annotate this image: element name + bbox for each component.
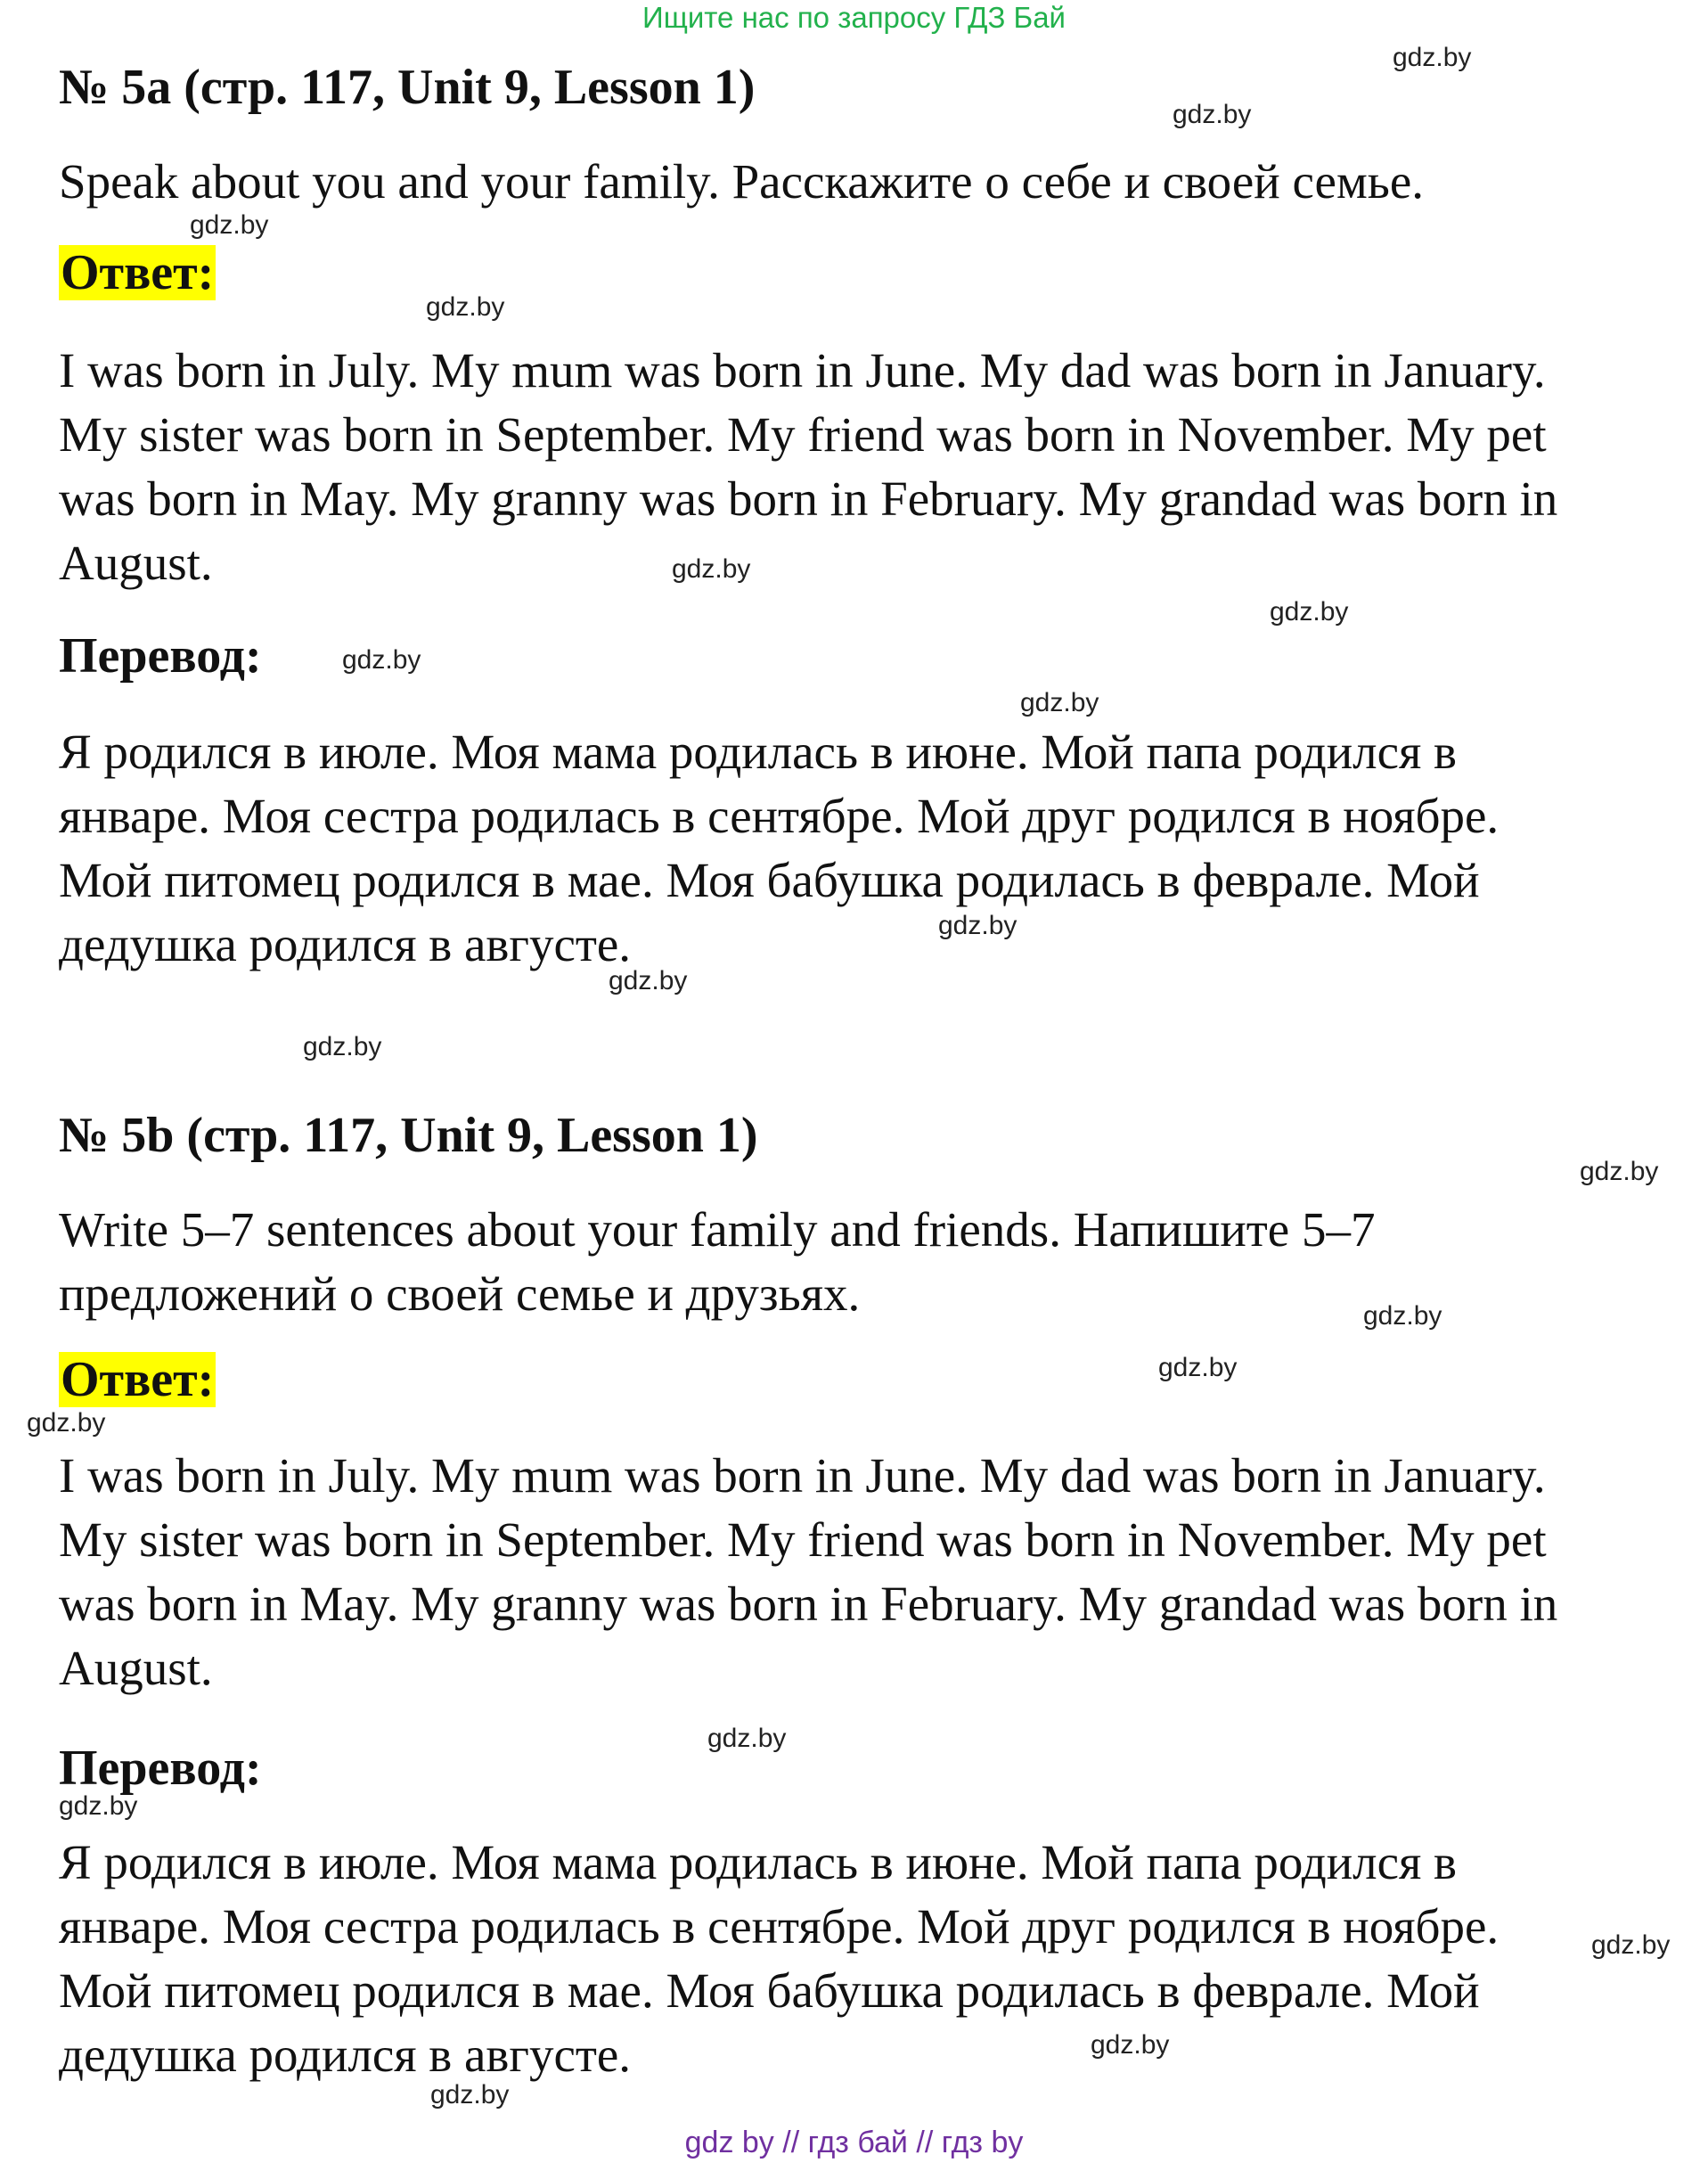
watermark: gdz.by [1270,597,1349,627]
watermark: gdz.by [430,2080,510,2110]
translation-line: дедушка родился в августе. [59,917,632,971]
watermark: gdz.by [27,1408,106,1438]
footer-links[interactable]: gdz by // гдз бай // гдз by [684,2126,1024,2159]
answer-line: I was born in July. My mum was born in June. My dad was born in January. [59,343,1546,397]
watermark: gdz.by [672,554,751,584]
watermark: gdz.by [1158,1353,1238,1382]
translation-line: Я родился в июле. Моя мама родилась в июне. Мой папа родился в [59,1835,1458,1889]
task-5b-answer-label [59,1351,216,1408]
task-5a-translation-label: Перевод: [59,628,262,684]
task-5b-translation-label: Перевод: [59,1741,262,1796]
task-5b-heading: № 5b (стр. 117, Unit 9, Lesson 1) [59,1108,758,1163]
task-5b-answer [59,1444,1663,1700]
watermark: gdz.by [1580,1157,1659,1186]
watermark: gdz.by [59,1791,138,1821]
answer-line: My sister was born in September. My friend was born in November. My pet [59,1512,1547,1567]
task-5a-heading: № 5a (стр. 117, Unit 9, Lesson 1) [59,60,756,115]
translation-line: Мой питомец родился в мае. Моя бабушка родилась в феврале. Мой [59,1963,1480,2018]
translation-line: дедушка родился в августе. [59,2028,632,2082]
watermark: gdz.by [938,911,1017,940]
task-5a-answer-label [59,244,216,301]
instruction-line: предложений о своей семье и друзьях. [59,1266,861,1321]
watermark: gdz.by [1020,688,1099,717]
watermark: gdz.by [1173,100,1252,129]
answer-line: was born in May. My granny was born in February. My grandad was born in [59,1577,1558,1631]
watermark: gdz.by [426,292,505,322]
answer-line: August. [59,1641,213,1695]
instruction-line: Write 5–7 sentences about your family and friends. Напишите 5–7 [59,1202,1376,1257]
task-5a-translation [59,720,1663,977]
translation-line: январе. Моя сестра родилась в сентябре. Мой друг родился в ноябре. [59,1899,1500,1954]
watermark: gdz.by [1393,43,1472,72]
watermark: gdz.by [1091,2030,1170,2060]
answer-highlight: Ответ: [61,245,215,300]
translation-line: Я родился в июле. Моя мама родилась в июне. Мой папа родился в [59,725,1458,779]
watermark: gdz.by [1591,1930,1671,1960]
task-5a-instruction: Speak about you and your family. Расскажите о себе и своей семье. [59,154,1424,209]
watermark: gdz.by [303,1032,382,1061]
watermark: gdz.by [1363,1301,1442,1331]
task-5a-answer [59,339,1663,595]
translation-line: январе. Моя сестра родилась в сентябре. Мой друг родился в ноябре. [59,789,1500,843]
watermark: gdz.by [342,645,421,675]
answer-highlight: Ответ: [61,1352,215,1407]
watermark: gdz.by [190,210,269,240]
watermark: gdz.by [609,966,688,995]
task-5b-translation [59,1831,1663,2087]
answer-line: I was born in July. My mum was born in June. My dad was born in January. [59,1448,1546,1503]
answer-line: was born in May. My granny was born in February. My grandad was born in [59,471,1558,526]
watermark: gdz.by [707,1724,787,1753]
answer-line: My sister was born in September. My friend was born in November. My pet [59,407,1547,462]
translation-line: Мой питомец родился в мае. Моя бабушка родилась в феврале. Мой [59,853,1480,907]
top-banner-link[interactable]: Ищите нас по запросу ГДЗ Бай [642,1,1066,34]
answer-line: August. [59,536,213,590]
